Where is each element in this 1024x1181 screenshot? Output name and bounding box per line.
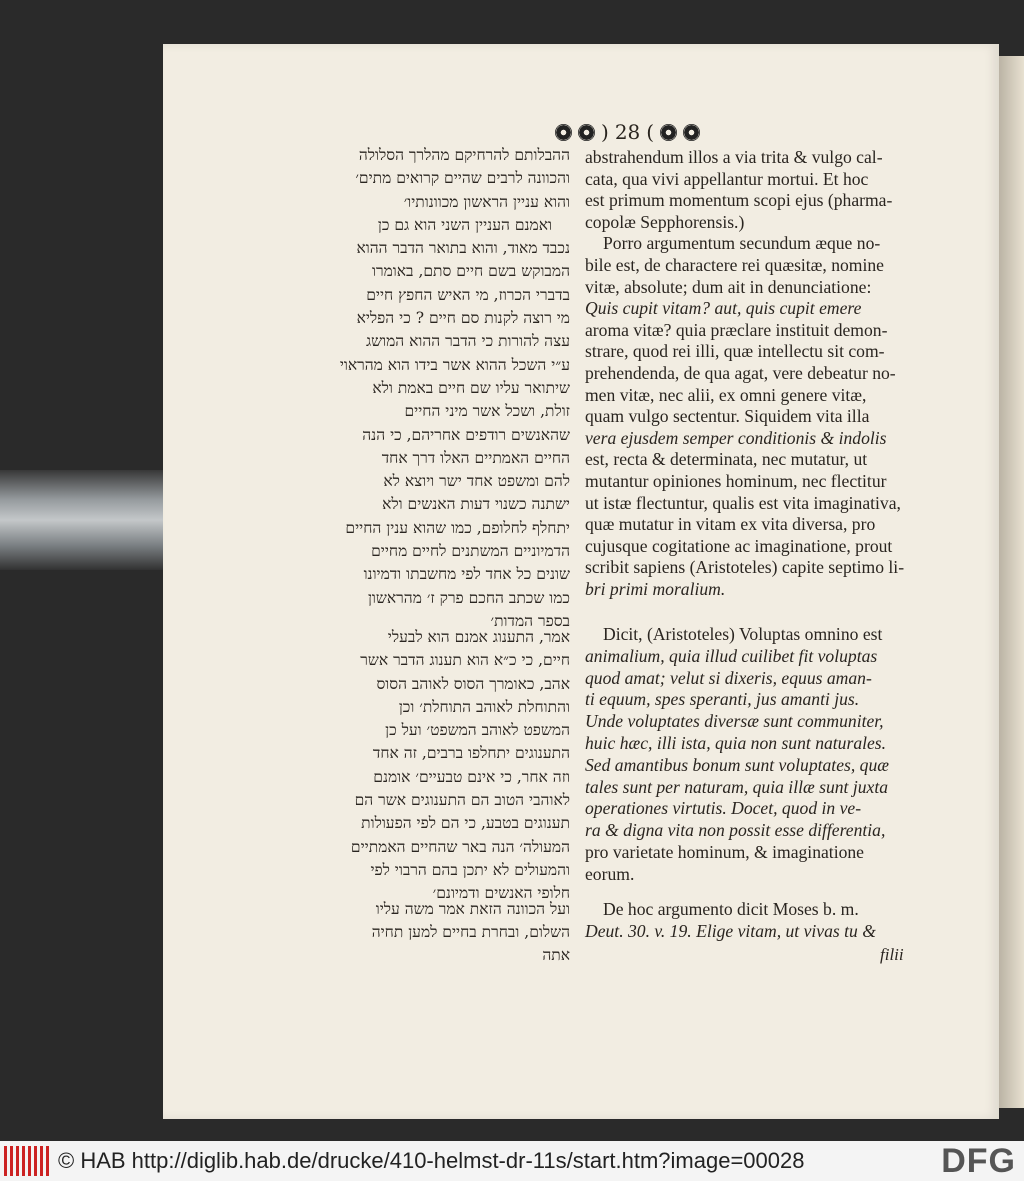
hebrew-line: התענוגים יתחלפו ברבים, זה אחד [372,744,570,763]
latin-line: est primum momentum scopi ejus (pharma- [585,190,893,211]
page-header [555,117,735,147]
latin-line: prehendenda, de qua agat, vere debeatur no- [585,362,896,383]
hebrew-line: מי רוצה לקנות סם חיים ? כי הפליא [356,309,570,328]
next-page-edge [996,56,1024,1108]
latin-line: cujusque cogitatione ac imaginatione, prout [585,535,893,556]
latin-line: operationes virtutis. Docet, quod in ve- [585,798,862,819]
latin-line: est, recta & determinata, nec mutatur, ut [585,449,868,470]
hebrew-line: חיים, כי כ״א הוא תענוג הדבר אשר [360,651,570,670]
latin-line: pro varietate hominum, & imaginatione [585,841,864,862]
hebrew-line: לאוהבי הטוב הם התענוגים אשר הם [354,791,570,810]
hebrew-line: ועל הכוונה הזאת אמר משה עליו [375,900,570,918]
hebrew-line: כמו שכתב החכם פרק ז׳ מהראשון [367,588,570,607]
hab-barcode-icon [4,1146,50,1176]
paren-right: ( [646,120,655,144]
latin-line: Sed amantibus bonum sunt voluptates, quæ [585,754,889,775]
latin-column-block-2 [585,624,927,886]
latin-line: huic hæc, illi ista, quia non sunt naturales. [585,732,887,753]
hebrew-line: ואמנם העניין השני הוא גם כן [377,215,552,234]
hebrew-line: להם ומשפט אחד ישר ויוצא לא [383,472,570,491]
catchword: filii [880,945,904,964]
latin-line: quæ mutatur in vitam ex vita diversa, pro [585,514,876,535]
latin-column-block-3 [585,898,927,942]
hebrew-line: חלופי האנשים ודמיונם׳ [432,884,570,903]
hebrew-line: בדברי הכרוז, מי האיש החפץ חיים [366,285,570,304]
viewer-footer [0,1141,1024,1181]
hebrew-line: המעולה׳ הנה באר שהחיים האמתיים [350,837,570,856]
hebrew-column-block-3 [330,898,570,967]
latin-line: Porro argumentum secundum æque no- [603,233,881,254]
latin-line: scribit sapiens (Aristoteles) capite septimo li- [585,557,905,578]
latin-line: Deut. 30. v. 19. Elige vitam, ut vivas tu & [585,921,876,941]
hebrew-line: ההבלותם להרחיקם מהלרך הסלולה [358,146,570,164]
hebrew-line: והתוחלת לאוהב התוחלת׳ וכן [398,697,570,716]
hebrew-line: והוא עניין הראשון מכוונותיו׳ [403,192,570,211]
hebrew-line: המשפט לאוהב המשפט׳ ועל כן [385,721,570,740]
hebrew-line: אמר, התענוג אמנם הוא לבעלי [387,628,570,646]
hebrew-line: יתחלף לחלופם, כמו שהוא ענין החיים [345,518,570,537]
latin-line: abstrahendum illos a via trita & vulgo cal- [585,147,883,167]
rosette-ornament-icon [683,124,700,141]
copyright-link[interactable]: © HAB http://diglib.hab.de/drucke/410-helmst-dr-11s/start.htm?image=00028 [58,1148,805,1173]
book-clip [0,470,170,570]
hebrew-line: עצה להורות כי הדבר ההוא המושג [366,332,570,351]
hebrew-line: אתה [542,946,570,964]
latin-line: Unde voluptates diversæ sunt communiter, [585,711,884,732]
hebrew-line: אהב, כאומרך הסוס לאוהב הסוס [376,674,570,693]
latin-column-block-1 [585,147,927,600]
hebrew-line: החיים האמתיים האלו דרך אחד [381,448,570,467]
latin-line: quam vulgo sectentur. Siquidem vita illa [585,406,870,427]
latin-line: De hoc argumento dicit Moses b. m. [603,899,859,919]
hebrew-line: השלום, ובחרת בחיים למען תחיה [371,923,570,941]
latin-line: Dicit, (Aristoteles) Voluptas omnino est [603,624,883,644]
rosette-ornament-icon [660,124,677,141]
hebrew-line: וזה אחר, כי אינם טבעיים׳ אומנם [373,767,570,786]
latin-line: animalium, quia illud cuilibet fit voluptas [585,645,878,666]
latin-line: tales sunt per naturam, quia illæ sunt juxta [585,776,889,797]
latin-line: bri primi moralium. [585,578,726,599]
latin-line: ti equum, spes speranti, jus amanti jus. [585,689,860,710]
hebrew-line: נכבד מאוד, והוא בתואר הדבר ההוא [356,239,570,258]
dfg-logo: DFG [941,1141,1016,1180]
hebrew-line: ישתנה כשנוי דעות האנשים ולא [382,495,570,514]
rosette-ornament-icon [578,124,595,141]
latin-line: strare, quod rei illi, quæ intellectu sit com- [585,341,885,362]
hebrew-line: זולת, ושכל אשר מיני החיים [404,402,570,421]
latin-line: eorum. [585,863,635,884]
hebrew-line: ע״י השכל ההוא אשר בידו הוא מהראוי [339,355,570,374]
hebrew-column-block-2 [330,626,570,906]
latin-line: bile est, de charactere rei quæsitæ, nomine [585,254,884,275]
paren-left: ) [601,120,609,144]
latin-line: vera ejusdem semper conditionis & indolis [585,427,887,448]
latin-line: quod amat; velut si dixeris, equus aman- [585,667,872,688]
page-number: 28 [614,120,641,144]
latin-line: ra & digna vita non possit esse differentia, [585,820,886,841]
hebrew-column-block-1 [330,144,570,633]
latin-line: ut istæ flectuntur, qualis est vita imaginativa, [585,492,901,513]
hebrew-line: תענוגים בטבע, כי הם לפי הפעולות [361,814,570,833]
hebrew-line: בספר המדות׳ [490,611,570,630]
latin-line: copolæ Sepphorensis.) [585,211,745,232]
latin-line: Quis cupit vitam? aut, quis cupit emere [585,298,862,319]
latin-line: mutantur opiniones hominum, nec flectitur [585,470,887,491]
hebrew-line: והכוונה לרבים שהיים קרואים מתים׳ [355,169,570,188]
hebrew-line: והמעולים לא יתכן בהם הרבוי לפי [370,860,570,879]
latin-line: men vitæ, nec alii, ex omni genere vitæ, [585,384,867,405]
hebrew-line: שיתואר עליו שם חיים באמת ולא [372,378,570,397]
rosette-ornament-icon [555,124,572,141]
hebrew-line: שהאנשים רודפים אחריהם, כי הנה [362,425,570,444]
latin-line: cata, qua vivi appellantur mortui. Et hoc [585,168,869,189]
latin-line: aroma vitæ? quia præclare instituit demon- [585,319,888,340]
latin-line: vitæ, absolute; dum ait in denunciatione: [585,276,872,297]
hebrew-line: המבוקש בשם חיים סתם, באומרו [372,262,570,281]
hebrew-line: הדמיוניים המשתנים לחיים מחיים [371,542,570,561]
hebrew-line: שונים כל אחד לפי מחשבתו ודמיונו [363,565,570,584]
